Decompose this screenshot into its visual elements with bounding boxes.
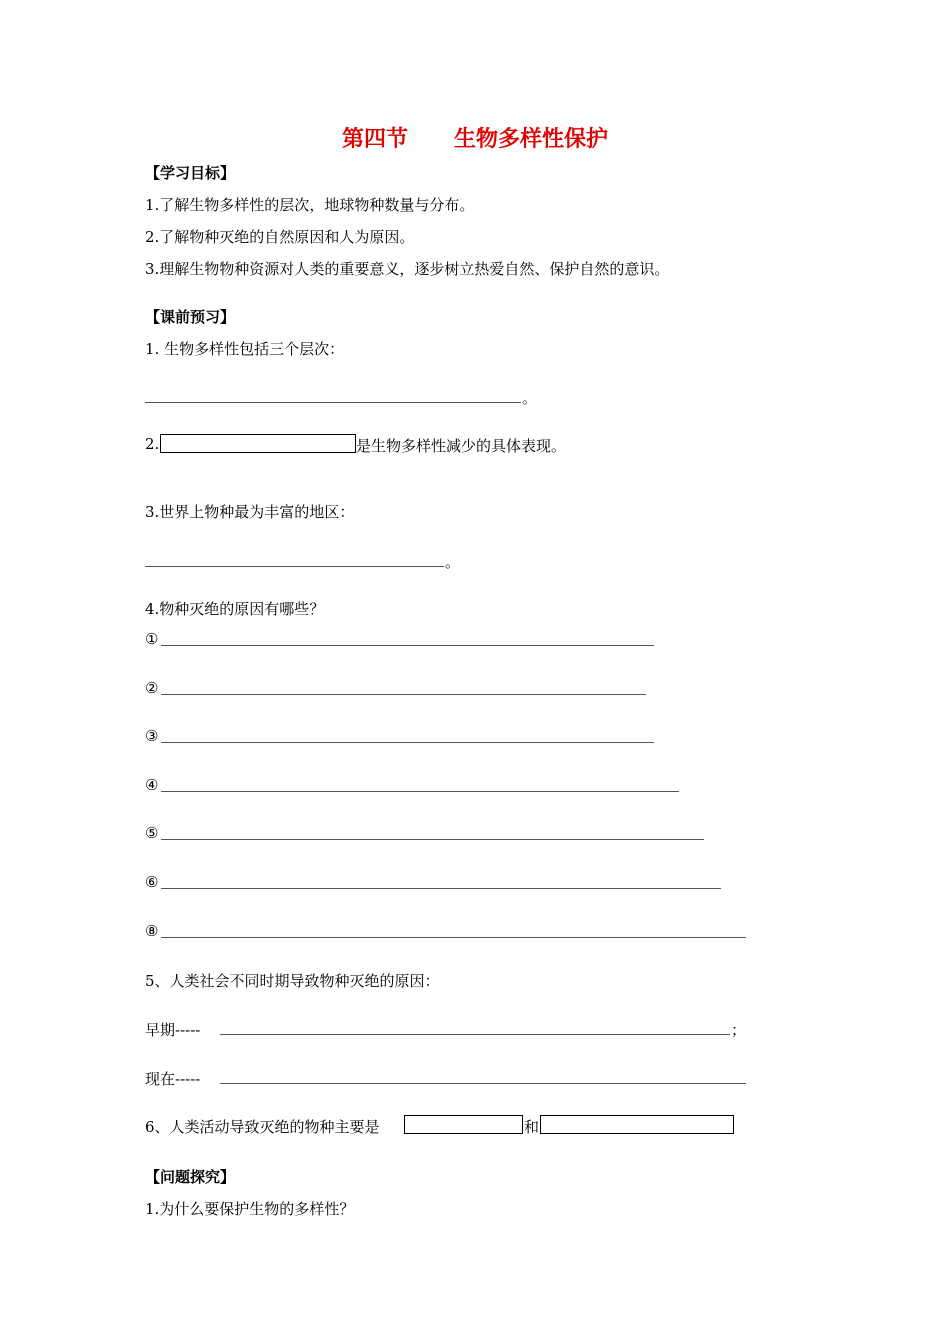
objective-1: 1.了解生物多样性的层次，地球物种数量与分布。 [145, 196, 475, 214]
q6-answer-box-1[interactable] [404, 1115, 523, 1134]
q5-early-end: ； [731, 1021, 747, 1039]
q1-answer-line[interactable] [145, 402, 521, 403]
preview-q6: 6、人类活动导致灭绝的物种主要是 [145, 1118, 380, 1136]
q4-answer-line-7[interactable] [161, 937, 746, 938]
preview-q5: 5、人类社会不同时期导致物种灭绝的原因： [145, 972, 440, 990]
preview-header: 【课前预习】 [145, 308, 236, 326]
q4-mark-8: ⑧ [145, 922, 159, 940]
q3-end: 。 [445, 553, 461, 571]
page-title [0, 122, 950, 153]
q4-answer-line-4[interactable] [161, 791, 679, 792]
q5-early-answer-line[interactable] [220, 1034, 730, 1035]
objectives-header: 【学习目标】 [145, 164, 236, 182]
q3-answer-line[interactable] [145, 566, 444, 567]
q4-mark-1: ① [145, 630, 159, 648]
q4-answer-line-6[interactable] [161, 888, 721, 889]
inquiry-header: 【问题探究】 [145, 1168, 236, 1186]
inquiry-q1: 1.为什么要保护生物的多样性？ [145, 1200, 355, 1218]
q4-answer-line-3[interactable] [161, 742, 654, 743]
q4-mark-3: ③ [145, 727, 159, 745]
q4-mark-6: ⑥ [145, 873, 159, 891]
q4-answer-line-2[interactable] [161, 694, 646, 695]
title-section: 第四节 [341, 127, 408, 152]
q1-end: 。 [522, 389, 538, 407]
q2-text: 是生物多样性减少的具体表现。 [356, 437, 567, 455]
q4-answer-line-1[interactable] [161, 645, 654, 646]
preview-q1: 1. 生物多样性包括三个层次： [145, 340, 345, 358]
q4-mark-2: ② [145, 679, 159, 697]
q4-answer-line-5[interactable] [161, 839, 704, 840]
q5-early-label: 早期----- [145, 1021, 201, 1039]
objective-2: 2.了解物种灭绝的自然原因和人为原因。 [145, 228, 415, 246]
objective-3: 3.理解生物物种资源对人类的重要意义，逐步树立热爱自然、保护自然的意识。 [145, 260, 670, 278]
q6-answer-box-2[interactable] [540, 1115, 734, 1134]
q4-mark-4: ④ [145, 776, 159, 794]
q2-answer-box[interactable] [160, 434, 356, 453]
title-name: 生物多样性保护 [454, 127, 609, 152]
q5-now-label: 现在----- [145, 1070, 201, 1088]
q6-and: 和 [524, 1118, 540, 1136]
preview-q3: 3.世界上物种最为丰富的地区： [145, 503, 355, 521]
preview-q4: 4.物种灭绝的原因有哪些？ [145, 600, 325, 618]
q4-mark-5: ⑤ [145, 824, 159, 842]
q5-now-answer-line[interactable] [220, 1083, 746, 1084]
q2-number: 2. [145, 435, 160, 453]
